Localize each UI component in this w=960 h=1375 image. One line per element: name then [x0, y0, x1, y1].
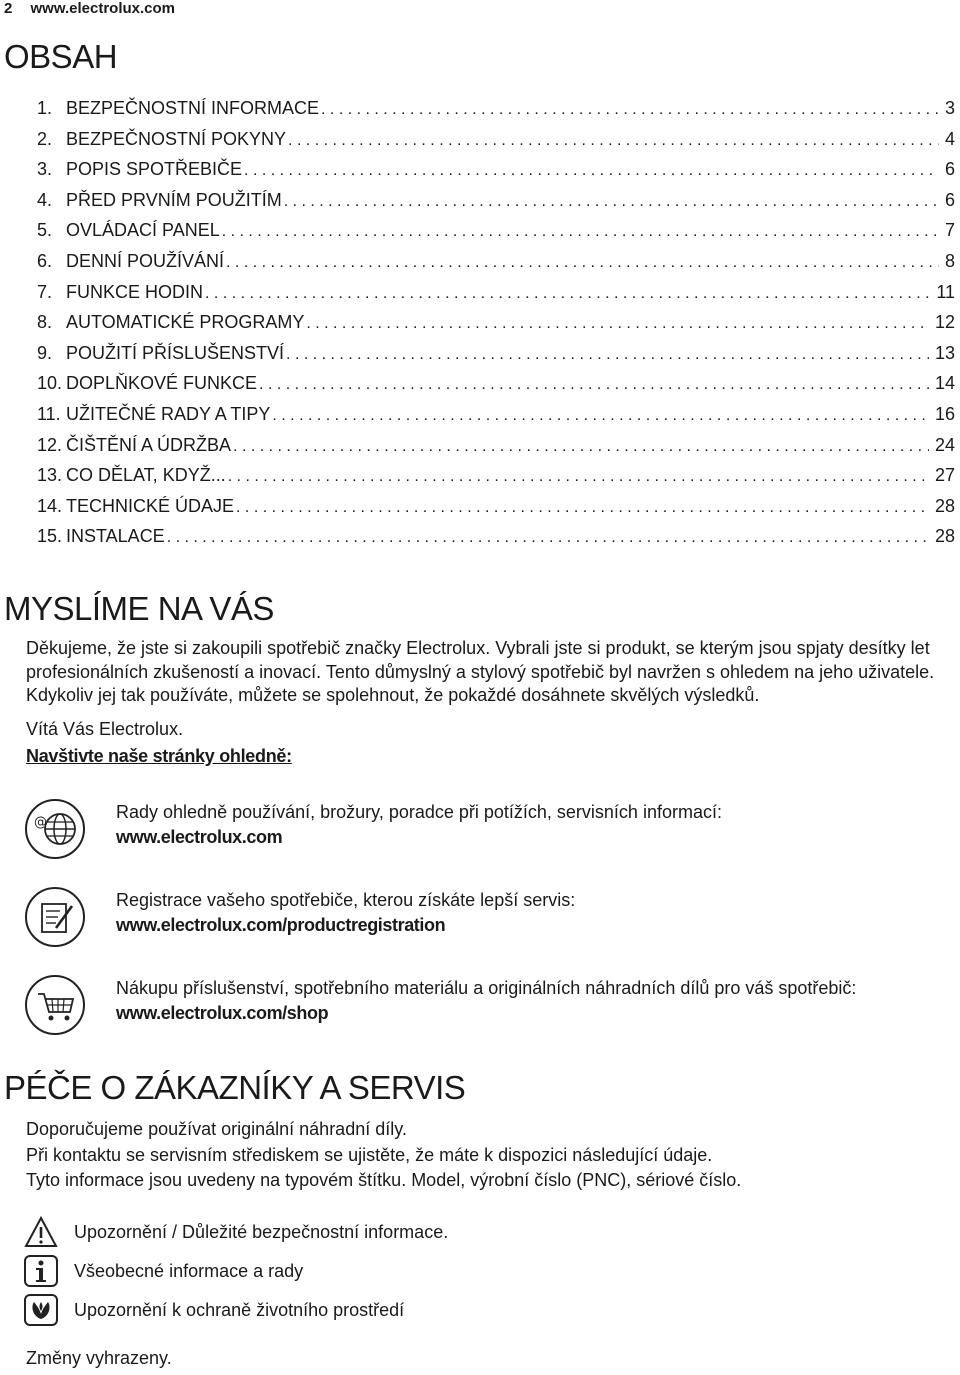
toc-item-number: 14.: [37, 495, 63, 516]
notice-environment: [24, 1294, 624, 1326]
notice-text: Všeobecné informace a rady: [74, 1261, 304, 1281]
info-icon: [24, 1255, 58, 1287]
toc-item-title: OVLÁDACÍ PANEL: [66, 220, 220, 241]
toc-item-number: 11.: [37, 403, 61, 424]
notice-text: Upozornění / Důležité bezpečnostní informace.: [74, 1222, 449, 1242]
toc-item[interactable]: [37, 373, 955, 404]
toc-heading: OBSAH: [4, 38, 118, 75]
toc-item-page: 7: [944, 220, 955, 241]
link-url[interactable]: www.electrolux.com/productregistration: [116, 915, 446, 935]
link-url[interactable]: www.electrolux.com/shop: [116, 1003, 329, 1023]
notice-info: [24, 1255, 624, 1287]
link-item-registration: [24, 886, 954, 956]
table-of-contents: [37, 98, 955, 557]
shopping-cart-icon: [24, 974, 86, 1036]
toc-item-number: 9.: [37, 342, 53, 363]
toc-item-page: 28: [934, 495, 955, 516]
environment-icon: [24, 1294, 58, 1326]
about-heading: MYSLÍME NA VÁS: [4, 590, 274, 627]
toc-item[interactable]: [37, 98, 955, 129]
intro-paragraph: Děkujeme, že jste si zakoupili spotřebič značky Electrolux. Vybrali jste si produkt, se kterým jsou spjaty desítky let profesionálních zkušeností a inovací. Tento důmyslný a stylový spotřebič byl navržen s ohledem na jeho uživatele. Kdykoliv jej tak používáte, můžete se spolehnout, že pokaždé dosáhnete skvělých výsledků.: [26, 638, 935, 705]
toc-item-number: 5.: [37, 220, 53, 241]
notice-warning: [24, 1216, 624, 1248]
link-url[interactable]: www.electrolux.com: [116, 827, 283, 847]
care-heading: PÉČE O ZÁKAZNÍKY A SERVIS: [4, 1069, 466, 1106]
toc-leader-dots: [288, 132, 939, 150]
toc-item-page: 14: [934, 373, 955, 394]
toc-item-number: 12.: [37, 434, 63, 455]
toc-item[interactable]: [37, 251, 955, 282]
care-line: Tyto informace jsou uvedeny na typovém štítku. Model, výrobní číslo (PNC), sériové číslo.: [26, 1170, 742, 1190]
toc-item[interactable]: [37, 343, 955, 374]
toc-item-number: 1.: [37, 98, 53, 118]
link-description: Rady ohledně používání, brožury, poradce při potížích, servisních informací:: [116, 802, 722, 822]
registration-form-icon: [24, 886, 86, 948]
toc-item-number: 7.: [37, 281, 53, 302]
link-item-support: [24, 798, 954, 868]
toc-leader-dots: [272, 407, 929, 425]
toc-leader-dots: [236, 499, 929, 517]
toc-leader-dots: [306, 315, 929, 333]
care-line: Doporučujeme používat originální náhradní díly.: [26, 1119, 407, 1139]
toc-item-number: 4.: [37, 189, 53, 210]
toc-item[interactable]: [37, 526, 955, 557]
svg-text:@: @: [34, 815, 47, 830]
toc-item-page: 3: [944, 98, 955, 118]
visit-heading: Navštivte naše stránky ohledně:: [26, 746, 292, 766]
toc-leader-dots: [284, 193, 939, 211]
toc-item-number: 2.: [37, 128, 53, 149]
care-line: Při kontaktu se servisním střediskem se ujistěte, že máte k dispozici následující údaje.: [26, 1144, 713, 1165]
toc-item-title: INSTALACE: [66, 526, 165, 547]
toc-leader-dots: [228, 468, 929, 486]
toc-leader-dots: [222, 223, 939, 241]
toc-item[interactable]: [37, 159, 955, 190]
toc-item[interactable]: [37, 496, 955, 527]
toc-leader-dots: [259, 376, 929, 394]
toc-item-page: 27: [934, 465, 955, 486]
toc-item-title: POUŽITÍ PŘÍSLUŠENSTVÍ: [66, 342, 285, 363]
page-number: 2: [4, 0, 13, 17]
toc-leader-dots: [205, 285, 930, 303]
toc-item-number: 3.: [37, 159, 53, 180]
toc-item-title: ČIŠTĚNÍ A ÚDRŽBA: [66, 434, 232, 455]
toc-item-page: 24: [934, 434, 955, 455]
link-description: Registrace vašeho spotřebiče, kterou získáte lepší servis:: [116, 890, 576, 910]
toc-item-number: 13.: [37, 465, 63, 486]
toc-item-page: 6: [944, 159, 955, 180]
toc-item-number: 10.: [37, 373, 63, 394]
toc-item-title: CO DĚLAT, KDYŽ...: [66, 465, 226, 486]
toc-leader-dots: [286, 346, 929, 364]
toc-leader-dots: [167, 529, 929, 547]
toc-item-title: DOPLŇKOVÉ FUNKCE: [66, 373, 258, 394]
toc-item-title: UŽITEČNÉ RADY A TIPY: [66, 403, 271, 424]
toc-item-page: 13: [934, 342, 955, 363]
toc-item[interactable]: [37, 129, 955, 160]
toc-item-title: FUNKCE HODIN: [66, 281, 204, 302]
toc-item-page: 6: [944, 189, 955, 210]
toc-leader-dots: [321, 101, 939, 119]
toc-leader-dots: [244, 162, 939, 180]
toc-item-page: 12: [934, 312, 955, 333]
footer-note: Změny vyhrazeny.: [26, 1348, 172, 1368]
care-text: [26, 1117, 741, 1194]
toc-item-page: 8: [944, 250, 955, 271]
notice-text: Upozornění k ochraně životního prostředí: [74, 1300, 405, 1320]
welcome-line: Vítá Vás Electrolux.: [26, 718, 184, 739]
toc-item-title: PŘED PRVNÍM POUŽITÍM: [66, 189, 282, 210]
toc-item[interactable]: [37, 190, 955, 221]
header-site-url[interactable]: www.electrolux.com: [30, 0, 176, 17]
toc-item-title: TECHNICKÉ ÚDAJE: [66, 495, 235, 516]
toc-leader-dots: [233, 438, 929, 456]
toc-item-title: POPIS SPOTŘEBIČE: [66, 159, 243, 180]
intro-text: [26, 637, 956, 769]
warning-icon: [24, 1216, 58, 1248]
toc-item[interactable]: [37, 282, 955, 313]
link-description: Nákupu příslušenství, spotřebního materiálu a originálních náhradních dílů pro váš spotřebič:: [116, 978, 857, 998]
globe-icon: [24, 798, 86, 860]
link-item-shop: [24, 974, 954, 1044]
toc-item-page: 28: [934, 526, 955, 547]
toc-leader-dots: [226, 254, 939, 272]
toc-item[interactable]: [37, 465, 955, 496]
toc-item[interactable]: [37, 435, 955, 466]
toc-item-page: 4: [944, 128, 955, 149]
toc-item[interactable]: [37, 404, 955, 435]
toc-item-page: 11: [936, 281, 955, 302]
toc-item-number: 8.: [37, 312, 53, 333]
toc-item-number: 6.: [37, 250, 53, 271]
toc-item-title: BEZPEČNOSTNÍ POKYNY: [66, 128, 287, 149]
toc-item-title: DENNÍ POUŽÍVÁNÍ: [66, 250, 225, 271]
toc-item-title: BEZPEČNOSTNÍ INFORMACE: [66, 98, 320, 118]
toc-item-page: 16: [934, 403, 955, 424]
toc-item-number: 15.: [37, 526, 63, 547]
toc-item-title: AUTOMATICKÉ PROGRAMY: [66, 312, 305, 333]
toc-item[interactable]: [37, 312, 955, 343]
toc-item[interactable]: [37, 220, 955, 251]
page-header: [4, 0, 175, 17]
